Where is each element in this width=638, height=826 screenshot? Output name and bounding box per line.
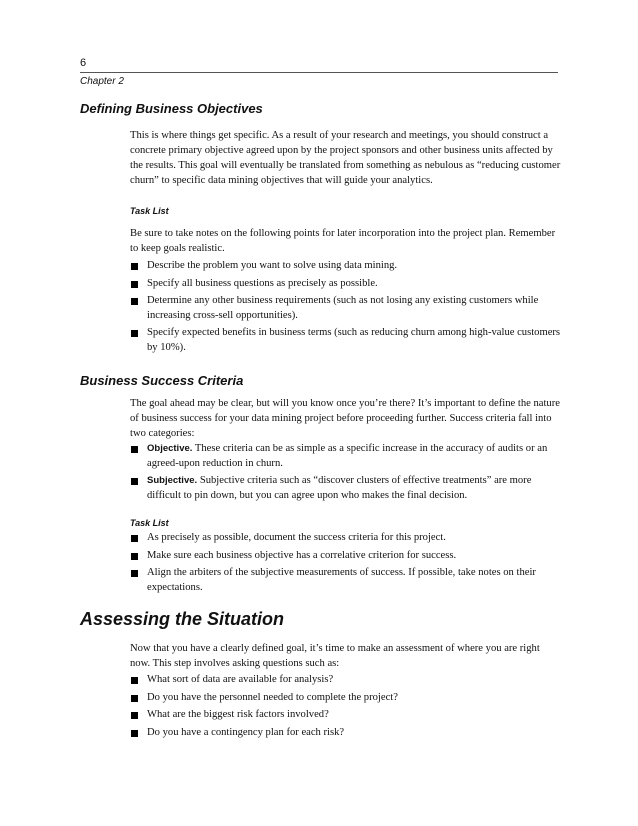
list-item: [130, 549, 562, 564]
list-item: [130, 566, 562, 595]
category-text: These criteria can be as simple as a specific increase in the accuracy of audits or an agreed-upon reduction in churn.: [147, 443, 548, 469]
list-item-text: Determine any other business requirements (such as not losing any existing customers while increasing cross-sell opportunities).: [147, 295, 539, 321]
bullet-square-icon: [131, 330, 138, 337]
list-item-text: Do you have the personnel needed to complete the project?: [147, 691, 398, 703]
list-item: [130, 294, 562, 323]
assessing-question-list: [130, 673, 562, 743]
category-term: Subjective.: [147, 475, 198, 486]
bullet-square-icon: [131, 570, 138, 577]
list-item-text: Make sure each business objective has a correlative criterion for success.: [147, 549, 457, 561]
list-item: [130, 726, 562, 741]
header-rule: [80, 72, 558, 73]
list-item: [130, 531, 562, 546]
bullet-square-icon: [131, 263, 138, 270]
bullet-square-icon: [131, 478, 138, 485]
task-list-label: Task List: [130, 518, 169, 528]
bullet-square-icon: [131, 281, 138, 288]
task-list-label: Task List: [130, 206, 169, 216]
section-heading-assessing-situation: Assessing the Situation: [80, 609, 285, 629]
bullet-square-icon: [131, 535, 138, 542]
list-item: [130, 673, 562, 688]
business-objectives-task-list: [130, 259, 562, 358]
bullet-square-icon: [131, 446, 138, 453]
chapter-label: Chapter 2: [80, 76, 124, 87]
bullet-square-icon: [131, 677, 138, 684]
list-item-text: Describe the problem you want to solve using data mining.: [147, 260, 398, 271]
assessing-intro: Now that you have a clearly defined goal, it’s time to make an assessment of where you are right now. This step involves asking questions such as:: [130, 643, 540, 669]
section-heading-success-criteria: Business Success Criteria: [80, 373, 244, 388]
list-item: [130, 277, 562, 292]
success-criteria-categories: [130, 442, 562, 506]
list-item: [130, 708, 562, 723]
list-item: [130, 326, 562, 355]
list-item-text: Align the arbiters of the subjective measurements of success. If possible, take notes on their expectations.: [147, 567, 536, 593]
list-item-text: What sort of data are available for analysis?: [147, 674, 334, 685]
bullet-square-icon: [131, 553, 138, 560]
bullet-square-icon: [131, 298, 138, 305]
business-objectives-intro: This is where things get specific. As a result of your research and meetings, you should construct a concrete primary objective agreed upon by the project sponsors and other business units affected by the results. This goal will eventually be translated from something as nebulous as “reducing customer churn” to specific data mining objectives that will guide your analytics.: [130, 130, 561, 186]
list-item: [130, 474, 562, 503]
bullet-square-icon: [131, 712, 138, 719]
success-criteria-task-list: [130, 531, 562, 598]
list-item-text: Specify all business questions as precisely as possible.: [147, 277, 378, 289]
list-item-text: As precisely as possible, document the success criteria for this project.: [147, 532, 446, 543]
list-item: [130, 442, 562, 471]
task-list-intro: Be sure to take notes on the following points for later incorporation into the project plan. Remember to keep goals realistic.: [130, 228, 556, 254]
list-item-text: What are the biggest risk factors involved?: [147, 709, 329, 720]
page-number: 6: [80, 57, 87, 69]
list-item: [130, 259, 562, 274]
list-item-text: Specify expected benefits in business terms (such as reducing churn among high-value customers by 10%).: [147, 327, 561, 353]
category-term: Objective.: [147, 443, 193, 454]
success-criteria-intro: The goal ahead may be clear, but will you know once you’re there? It’s important to define the nature of business success for your data mining project before proceeding further. Success criteria fall into two categories:: [130, 398, 560, 439]
category-text: Subjective criteria such as “discover clusters of effective treatments” are more difficult to pin down, but you can agree upon who makes the final decision.: [147, 475, 532, 501]
bullet-square-icon: [131, 695, 138, 702]
section-heading-business-objectives: Defining Business Objectives: [80, 101, 263, 116]
bullet-square-icon: [131, 730, 138, 737]
list-item: [130, 691, 562, 706]
list-item-text: Do you have a contingency plan for each risk?: [147, 726, 345, 738]
